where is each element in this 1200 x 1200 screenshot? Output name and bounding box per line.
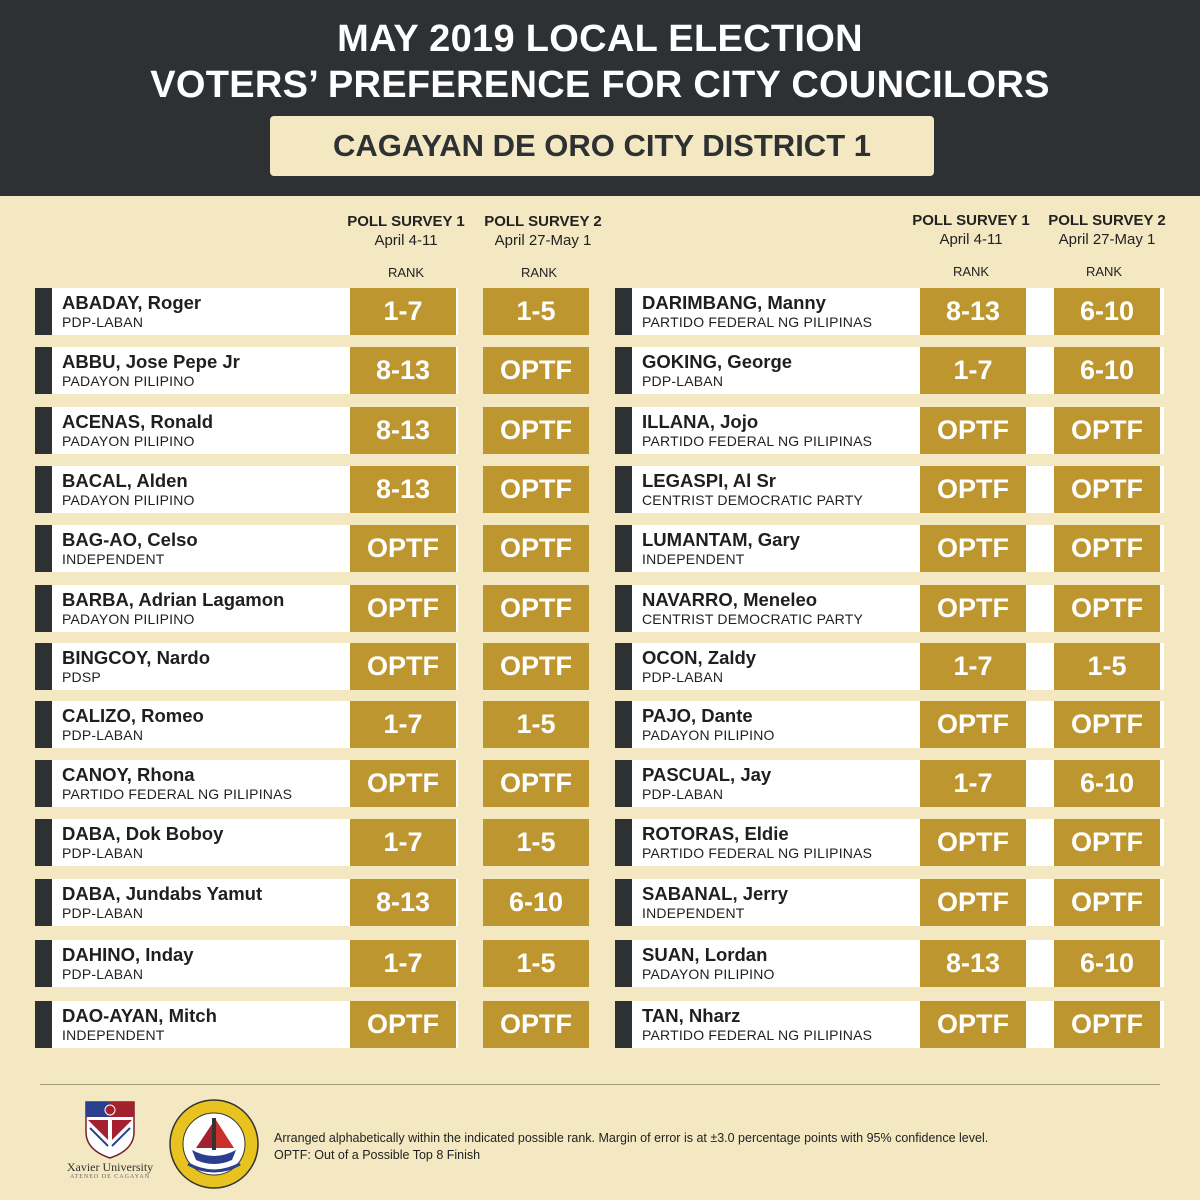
row-accent-bar	[615, 585, 632, 632]
candidate-name: BAG-AO, Celso	[62, 529, 198, 550]
survey1-rank-cell: 1-7	[920, 760, 1026, 807]
survey2-rank-cell: OPTF	[1054, 1001, 1160, 1048]
candidate-party: PDSP	[62, 669, 101, 685]
candidate-row	[615, 585, 1164, 632]
candidate-party: PADAYON PILIPINO	[62, 373, 195, 389]
row-accent-bar	[615, 1001, 632, 1048]
row-accent-bar	[35, 525, 52, 572]
candidate-name: DABA, Jundabs Yamut	[62, 883, 263, 904]
subtitle-district: CAGAYAN DE ORO CITY DISTRICT 1	[270, 116, 934, 176]
candidate-name: SUAN, Lordan	[642, 944, 768, 965]
candidate-party: PDP-LABAN	[62, 966, 144, 982]
candidate-party: PADAYON PILIPINO	[62, 433, 195, 449]
left-survey1-rank-label: RANK	[387, 265, 425, 280]
row-accent-bar	[615, 466, 632, 513]
candidate-row	[615, 407, 1164, 454]
candidate-party: PADAYON PILIPINO	[642, 966, 775, 982]
survey2-rank-cell: OPTF	[1054, 466, 1160, 513]
survey2-rank-cell: OPTF	[1054, 525, 1160, 572]
candidate-row	[615, 466, 1164, 513]
survey2-rank-cell: 6-10	[1054, 288, 1160, 335]
survey1-rank-cell: 8-13	[350, 879, 456, 926]
candidate-party: PARTIDO FEDERAL NG PILIPINAS	[62, 786, 293, 802]
survey1-rank-cell: OPTF	[350, 643, 456, 690]
survey1-rank-cell: OPTF	[920, 585, 1026, 632]
candidate-party: PADAYON PILIPINO	[642, 727, 775, 743]
candidate-party: PARTIDO FEDERAL NG PILIPINAS	[642, 433, 873, 449]
survey1-dates: April 4-11	[939, 231, 1003, 248]
candidate-name: GOKING, George	[642, 351, 793, 372]
survey1-rank-cell: 8-13	[920, 940, 1026, 987]
survey2-rank-cell: 6-10	[483, 879, 589, 926]
survey2-rank-cell: OPTF	[1054, 819, 1160, 866]
survey2-rank-cell: OPTF	[483, 347, 589, 394]
xavier-logo-subtext: ATENEO DE CAGAYAN	[69, 1174, 151, 1180]
survey1-rank-cell: OPTF	[920, 466, 1026, 513]
candidate-party: PDP-LABAN	[642, 669, 724, 685]
candidate-name: CALIZO, Romeo	[62, 705, 204, 726]
title-line-2: VOTERS’ PREFERENCE FOR CITY COUNCILORS	[150, 64, 1050, 106]
survey2-rank-cell: 1-5	[483, 701, 589, 748]
candidate-row	[35, 347, 572, 394]
candidate-name: BARBA, Adrian Lagamon	[62, 589, 285, 610]
candidate-name: DARIMBANG, Manny	[642, 292, 826, 313]
row-accent-bar	[615, 407, 632, 454]
candidate-party: PARTIDO FEDERAL NG PILIPINAS	[642, 1027, 873, 1043]
survey1-title: POLL SURVEY 1	[912, 212, 1030, 229]
survey2-title: POLL SURVEY 2	[484, 213, 602, 230]
survey1-rank-cell: 1-7	[350, 288, 456, 335]
candidate-party: PARTIDO FEDERAL NG PILIPINAS	[642, 314, 873, 330]
survey1-rank-cell: OPTF	[920, 879, 1026, 926]
candidate-name: ABBU, Jose Pepe Jr	[62, 351, 240, 372]
candidate-name: TAN, Nharz	[642, 1005, 741, 1026]
survey1-rank-cell: OPTF	[350, 760, 456, 807]
survey2-rank-cell: 1-5	[483, 940, 589, 987]
survey2-rank-cell: OPTF	[483, 643, 589, 690]
row-accent-bar	[615, 819, 632, 866]
survey1-rank-cell: 1-7	[350, 701, 456, 748]
candidate-name: NAVARRO, Meneleo	[642, 589, 818, 610]
footnote	[274, 1130, 988, 1164]
row-accent-bar	[615, 525, 632, 572]
row-accent-bar	[35, 760, 52, 807]
candidate-party: PDP-LABAN	[62, 905, 144, 921]
candidate-party: PDP-LABAN	[642, 786, 724, 802]
survey1-rank-cell: OPTF	[350, 585, 456, 632]
row-accent-bar	[35, 288, 52, 335]
survey1-rank-cell: 1-7	[350, 819, 456, 866]
candidate-name: DABA, Dok Boboy	[62, 823, 224, 844]
candidate-row	[615, 288, 1164, 335]
survey2-rank-cell: OPTF	[1054, 879, 1160, 926]
footer-divider	[40, 1084, 1160, 1085]
row-accent-bar	[615, 701, 632, 748]
candidate-name: OCON, Zaldy	[642, 647, 757, 668]
research-seal-icon	[168, 1098, 260, 1190]
candidate-party: PDP-LABAN	[62, 727, 144, 743]
survey1-rank-cell: 8-13	[350, 407, 456, 454]
candidate-row	[35, 1001, 572, 1048]
left-survey2-rank-label: RANK	[520, 265, 558, 280]
candidate-party: PDP-LABAN	[62, 314, 144, 330]
header-banner	[0, 0, 1200, 196]
candidate-row	[35, 525, 572, 572]
xavier-university-logo	[60, 1098, 160, 1182]
survey1-rank-cell: 8-13	[920, 288, 1026, 335]
xavier-logo-text: Xavier University	[66, 1160, 154, 1174]
survey1-rank-cell: OPTF	[920, 819, 1026, 866]
survey1-rank-cell: 1-7	[920, 347, 1026, 394]
candidate-party: PARTIDO FEDERAL NG PILIPINAS	[642, 845, 873, 861]
survey2-rank-cell: 6-10	[1054, 940, 1160, 987]
row-accent-bar	[35, 585, 52, 632]
survey2-rank-cell: 1-5	[483, 288, 589, 335]
candidate-row	[35, 760, 572, 807]
survey1-rank-cell: OPTF	[920, 407, 1026, 454]
candidate-name: ILLANA, Jojo	[642, 411, 759, 432]
survey1-rank-cell: 1-7	[350, 940, 456, 987]
survey1-dates: April 4-11	[374, 232, 438, 249]
candidate-name: LEGASPI, Al Sr	[642, 470, 776, 491]
candidate-party: CENTRIST DEMOCRATIC PARTY	[642, 611, 863, 627]
right-survey2-rank-label: RANK	[1085, 264, 1123, 279]
row-accent-bar	[35, 879, 52, 926]
candidate-name: BACAL, Alden	[62, 470, 188, 491]
survey2-rank-cell: OPTF	[483, 466, 589, 513]
candidate-row	[615, 525, 1164, 572]
research-office-seal	[168, 1098, 260, 1190]
survey2-rank-cell: OPTF	[1054, 701, 1160, 748]
candidate-name: ABADAY, Roger	[62, 292, 202, 313]
candidate-name: ACENAS, Ronald	[62, 411, 214, 432]
survey1-rank-cell: 8-13	[350, 347, 456, 394]
survey2-rank-cell: OPTF	[483, 525, 589, 572]
survey1-rank-cell: 1-7	[920, 643, 1026, 690]
right-survey2-header	[1037, 212, 1177, 248]
survey2-rank-cell: OPTF	[483, 1001, 589, 1048]
candidate-name: LUMANTAM, Gary	[642, 529, 800, 550]
candidate-name: ROTORAS, Eldie	[642, 823, 789, 844]
candidate-party: INDEPENDENT	[642, 551, 745, 567]
candidate-row	[615, 940, 1164, 987]
row-accent-bar	[615, 879, 632, 926]
candidate-name: CANOY, Rhona	[62, 764, 195, 785]
candidate-party: PDP-LABAN	[642, 373, 724, 389]
row-accent-bar	[35, 940, 52, 987]
survey1-rank-cell: OPTF	[920, 701, 1026, 748]
survey2-rank-cell: OPTF	[483, 407, 589, 454]
survey2-rank-cell: OPTF	[483, 760, 589, 807]
survey1-rank-cell: OPTF	[920, 1001, 1026, 1048]
candidate-party: PADAYON PILIPINO	[62, 492, 195, 508]
survey2-title: POLL SURVEY 2	[1048, 212, 1166, 229]
candidate-name: DAO-AYAN, Mitch	[62, 1005, 217, 1026]
survey2-rank-cell: 1-5	[1054, 643, 1160, 690]
row-accent-bar	[35, 466, 52, 513]
survey1-title: POLL SURVEY 1	[347, 213, 465, 230]
title-line-1: MAY 2019 LOCAL ELECTION	[337, 18, 863, 60]
candidate-party: PDP-LABAN	[62, 845, 144, 861]
candidate-party: PADAYON PILIPINO	[62, 611, 195, 627]
candidate-party: CENTRIST DEMOCRATIC PARTY	[642, 492, 863, 508]
candidate-row	[35, 701, 556, 748]
candidate-row	[35, 585, 572, 632]
row-accent-bar	[35, 1001, 52, 1048]
footnote-optf-definition: OPTF: Out of a Possible Top 8 Finish	[274, 1148, 481, 1162]
candidate-row	[35, 819, 556, 866]
right-survey1-header	[901, 212, 1041, 248]
candidate-row	[35, 466, 572, 513]
survey1-rank-cell: OPTF	[920, 525, 1026, 572]
row-accent-bar	[35, 701, 52, 748]
candidate-party: INDEPENDENT	[62, 1027, 165, 1043]
footnote-methodology: Arranged alphabetically within the indicated possible rank. Margin of error is at ±3.0 percentage points with 95% confidence level.	[274, 1131, 989, 1145]
row-accent-bar	[35, 407, 52, 454]
candidate-name: PAJO, Dante	[642, 705, 753, 726]
survey2-dates: April 27-May 1	[494, 232, 592, 249]
row-accent-bar	[615, 760, 632, 807]
candidate-row	[35, 407, 572, 454]
left-survey2-header	[473, 213, 613, 249]
candidate-row	[615, 760, 1164, 807]
row-accent-bar	[615, 347, 632, 394]
survey2-rank-cell: 6-10	[1054, 760, 1160, 807]
row-accent-bar	[35, 643, 52, 690]
row-accent-bar	[35, 347, 52, 394]
right-survey1-rank-label: RANK	[952, 264, 990, 279]
candidate-row	[615, 1001, 1164, 1048]
candidate-party: INDEPENDENT	[62, 551, 165, 567]
row-accent-bar	[35, 819, 52, 866]
row-accent-bar	[615, 643, 632, 690]
candidate-row	[35, 288, 556, 335]
candidate-row	[35, 643, 572, 690]
survey2-rank-cell: 1-5	[483, 819, 589, 866]
candidate-name: DAHINO, Inday	[62, 944, 194, 965]
candidate-name: BINGCOY, Nardo	[62, 647, 211, 668]
row-accent-bar	[615, 940, 632, 987]
candidate-name: PASCUAL, Jay	[642, 764, 772, 785]
candidate-row	[615, 819, 1164, 866]
left-survey1-header	[336, 213, 476, 249]
survey1-rank-cell: 8-13	[350, 466, 456, 513]
survey2-rank-cell: OPTF	[483, 585, 589, 632]
survey2-rank-cell: OPTF	[1054, 585, 1160, 632]
candidate-row	[615, 879, 1164, 926]
survey2-rank-cell: OPTF	[1054, 407, 1160, 454]
candidate-name: SABANAL, Jerry	[642, 883, 788, 904]
candidate-row	[35, 879, 564, 926]
survey2-rank-cell: 6-10	[1054, 347, 1160, 394]
candidate-row	[615, 643, 1164, 690]
survey2-dates: April 27-May 1	[1058, 231, 1156, 248]
survey1-rank-cell: OPTF	[350, 1001, 456, 1048]
candidate-party: INDEPENDENT	[642, 905, 745, 921]
candidate-row	[615, 347, 1164, 394]
survey1-rank-cell: OPTF	[350, 525, 456, 572]
candidate-row	[615, 701, 1164, 748]
xavier-shield-icon	[60, 1098, 160, 1160]
candidate-row	[35, 940, 556, 987]
row-accent-bar	[615, 288, 632, 335]
